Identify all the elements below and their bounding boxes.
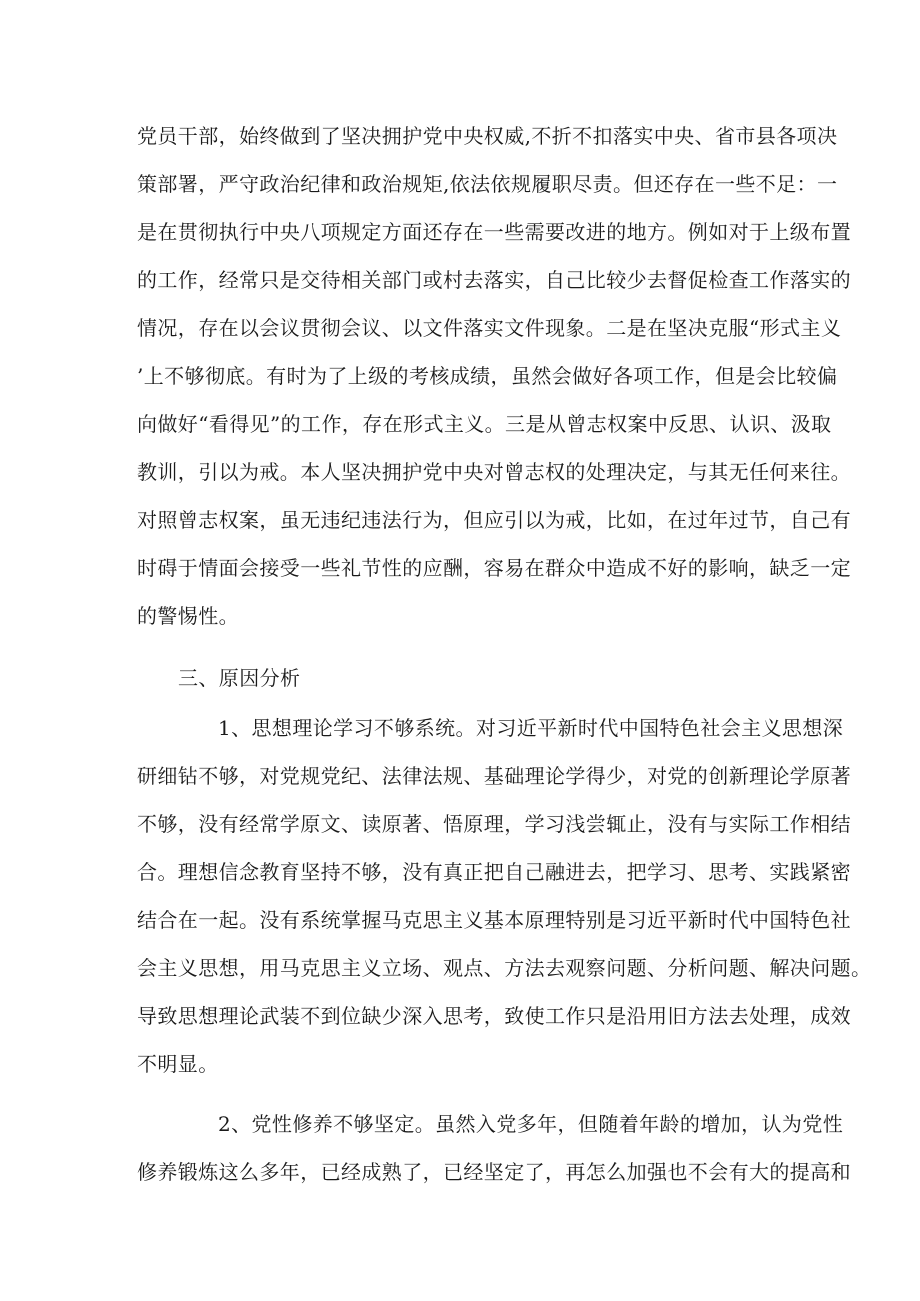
paragraph-line: 合。理想信念教育坚持不够，没有真正把自己融进去，把学习、思考、实践紧密 (137, 860, 851, 884)
paragraph-line: ’上不够彻底。有时为了上级的考核成绩，虽然会做好各项工作，但是会比较偏 (137, 364, 838, 388)
paragraph-line: 修养锻炼这么多年，已经成熟了，已经坚定了，再怎么加强也不会有大的提高和 (137, 1160, 851, 1184)
paragraph-line: 是在贯彻执行中央八项规定方面还存在一些需要改进的地方。例如对于上级布置 (137, 220, 851, 244)
paragraph-line: 不明显。 (137, 1052, 219, 1076)
paragraph-line: 不够，没有经常学原文、读原著、悟原理，学习浅尝辄止，没有与实际工作相结 (137, 812, 851, 836)
paragraph-line: 的警惕性。 (137, 604, 239, 628)
paragraph-line: 1、思想理论学习不够系统。对习近平新时代中国特色社会主义思想深 (218, 716, 844, 740)
paragraph-line: 对照曾志权案，虽无违纪违法行为，但应引以为戒，比如，在过年过节，自己有 (137, 508, 851, 532)
paragraph-line: 导致思想理论武装不到位缺少深入思考，致使工作只是沿用旧方法去处理，成效 (137, 1004, 851, 1028)
paragraph-line: 策部署，严守政治纪律和政治规矩,依法依规履职尽责。但还存在一些不足：一 (137, 172, 838, 196)
paragraph-line: 教训，引以为戒。本人坚决拥护党中央对曾志权的处理决定，与其无任何来往。 (137, 460, 851, 484)
paragraph-line: 的工作，经常只是交待相关部门或村去落实，自己比较少去督促检查工作落实的 (137, 268, 851, 292)
paragraph-line: 时碍于情面会接受一些礼节性的应酬，容易在群众中造成不好的影响，缺乏一定 (137, 556, 851, 580)
paragraph-line: 向做好“看得见”的工作，存在形式主义。三是从曾志权案中反思、认识、汲取 (137, 412, 832, 436)
paragraph-line: 党员干部，始终做到了坚决拥护党中央权威,不折不扣落实中央、省市县各项决 (137, 124, 838, 148)
paragraph-line: 会主义思想，用马克思主义立场、观点、方法去观察问题、分析问题、解决问题。 (137, 956, 872, 980)
paragraph-line: 研细钻不够，对党规党纪、法律法规、基础理论学得少，对党的创新理论学原著 (137, 764, 851, 788)
paragraph-line: 情况，存在以会议贯彻会议、以文件落实文件现象。二是在坚决克服“形式主义 (137, 316, 842, 340)
paragraph-line: 2、党性修养不够坚定。虽然入党多年，但随着年龄的增加，认为党性 (218, 1112, 844, 1136)
section-heading: 三、原因分析 (178, 666, 301, 690)
paragraph-line: 结合在一起。没有系统掌握马克思主义基本原理特别是习近平新时代中国特色社 (137, 908, 851, 932)
